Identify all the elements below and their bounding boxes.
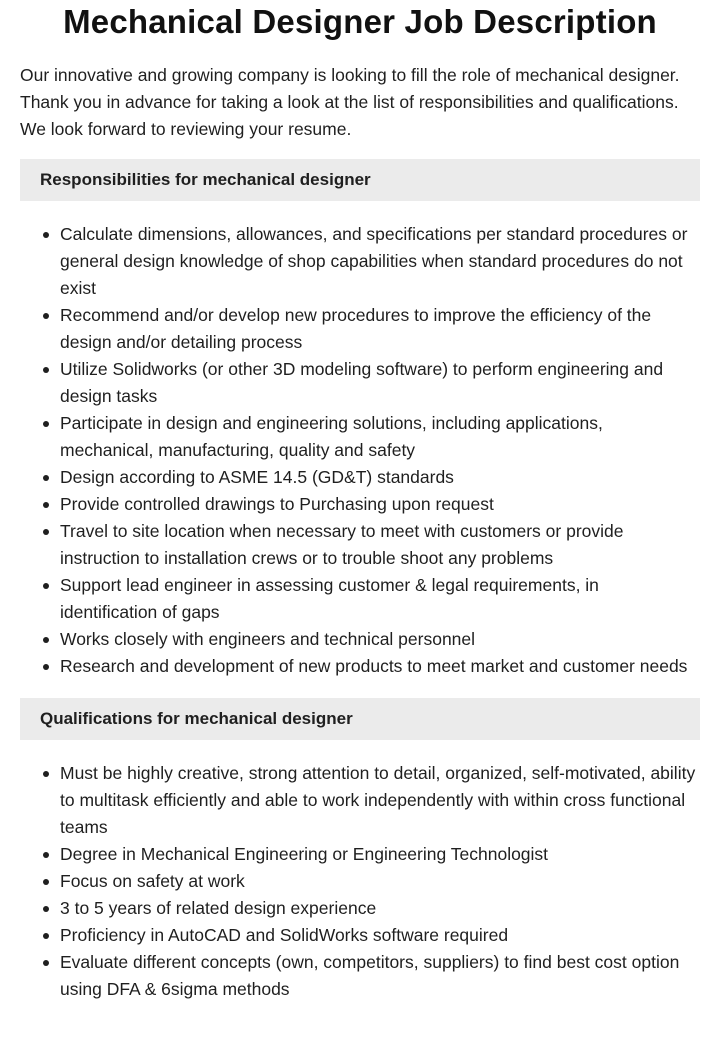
- responsibilities-heading: Responsibilities for mechanical designer: [20, 159, 700, 201]
- bullet-icon: [43, 502, 49, 508]
- list-item: [60, 895, 700, 922]
- list-item: [60, 949, 700, 1003]
- bullet-icon: [43, 879, 49, 885]
- list-item-text: Evaluate different concepts (own, competitors, suppliers) to find best cost option using DFA & 6sigma methods: [60, 952, 680, 999]
- list-item-text: Support lead engineer in assessing customer & legal requirements, in identification of gaps: [60, 575, 599, 622]
- list-item-text: Focus on safety at work: [60, 871, 245, 891]
- list-item: [60, 356, 700, 410]
- bullet-icon: [43, 852, 49, 858]
- list-item-text: Works closely with engineers and technical personnel: [60, 629, 476, 649]
- list-item: [60, 626, 700, 653]
- list-item-text: Recommend and/or develop new procedures to improve the efficiency of the design and/or detailing process: [60, 305, 652, 352]
- bullet-icon: [43, 960, 49, 966]
- bullet-icon: [43, 637, 49, 643]
- bullet-icon: [43, 367, 49, 373]
- list-item: [60, 653, 700, 680]
- list-item: [60, 491, 700, 518]
- list-item: [60, 302, 700, 356]
- list-item: [60, 922, 700, 949]
- list-item: [60, 841, 700, 868]
- bullet-icon: [43, 771, 49, 777]
- list-item-text: Travel to site location when necessary to meet with customers or provide instruction to installation crews or to trouble shoot any problems: [60, 521, 624, 568]
- list-item: [60, 760, 700, 841]
- list-item: [60, 464, 700, 491]
- bullet-icon: [43, 906, 49, 912]
- list-item: [60, 410, 700, 464]
- bullet-icon: [43, 529, 49, 535]
- list-item: [60, 518, 700, 572]
- bullet-icon: [43, 933, 49, 939]
- list-item-text: Provide controlled drawings to Purchasing upon request: [60, 494, 494, 514]
- bullet-icon: [43, 475, 49, 481]
- list-item-text: Utilize Solidworks (or other 3D modeling software) to perform engineering and design tasks: [60, 359, 664, 406]
- list-item-text: Research and development of new products to meet market and customer needs: [60, 656, 688, 676]
- list-item-text: Degree in Mechanical Engineering or Engineering Technologist: [60, 844, 549, 864]
- page-title: Mechanical Designer Job Description: [63, 3, 657, 40]
- list-item: [60, 572, 700, 626]
- list-item-text: Design according to ASME 14.5 (GD&T) standards: [60, 467, 454, 487]
- qualifications-list: [20, 760, 700, 1003]
- responsibilities-list: [20, 221, 700, 680]
- qualifications-heading: Qualifications for mechanical designer: [20, 698, 700, 740]
- bullet-icon: [43, 664, 49, 670]
- list-item: [60, 868, 700, 895]
- list-item: [60, 221, 700, 302]
- list-item-text: Participate in design and engineering solutions, including applications, mechanical, manufacturing, quality and safety: [60, 413, 603, 460]
- list-item-text: Calculate dimensions, allowances, and specifications per standard procedures or general design knowledge of shop capabilities when standard procedures do not exist: [60, 224, 688, 298]
- bullet-icon: [43, 232, 49, 238]
- list-item-text: 3 to 5 years of related design experience: [60, 898, 377, 918]
- bullet-icon: [43, 421, 49, 427]
- bullet-icon: [43, 313, 49, 319]
- list-item-text: Must be highly creative, strong attention to detail, organized, self-motivated, ability to multitask efficiently and able to work independently with within cross functional teams: [60, 763, 696, 837]
- bullet-icon: [43, 583, 49, 589]
- intro-paragraph: Our innovative and growing company is looking to fill the role of mechanical designer. Thank you in advance for taking a look at the list of responsibilities and qualifications. We look forward to reviewing your resume.: [20, 65, 680, 139]
- list-item-text: Proficiency in AutoCAD and SolidWorks software required: [60, 925, 509, 945]
